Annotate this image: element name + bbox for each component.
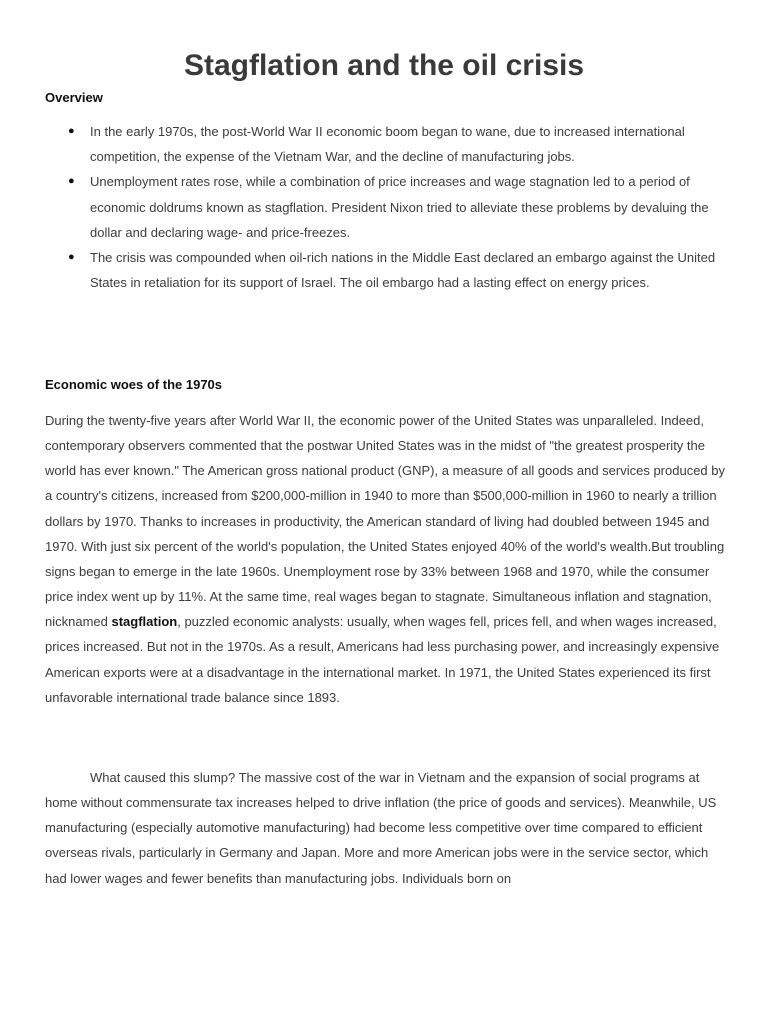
paragraph-text: , puzzled economic analysts: usually, when wages fell, prices fell, and when wages increased, prices increased. But not in the 1970s. As a result, Americans had less purchasing power, and increasingly expensive American exports were at a disadvantage in the international market. In 1971, the United States experienced its first unfavorable international trade balance since 1893. — [45, 614, 720, 705]
bullet-icon: ● — [68, 251, 75, 264]
overview-heading: Overview — [45, 90, 103, 105]
overview-bullet-list — [45, 119, 725, 295]
bullet-text: Unemployment rates rose, while a combination of price increases and wage stagnation led to a period of economic doldrums known as stagflation. President Nixon tried to alleviate these problems by devaluing the dollar and declaring wage- and price-freezes. — [90, 174, 709, 240]
bullet-icon: ● — [68, 175, 75, 188]
bullet-icon: ● — [68, 125, 75, 137]
body-paragraph — [45, 408, 725, 710]
paragraph-text: During the twenty-five years after World War II, the economic power of the United States was unparalleled. Indeed, contemporary observers commented that the postwar United States was in the midst of "the greatest prosperity the world has ever known." The American gross national product (GNP), a measure of all goods and services produced by a country's citizens, increased from $200,000-million in 1940 to more than $500,000-million in 1960 to nearly a trillion dollars by 1970. Thanks to increases in productivity, the American standard of living had doubled between 1945 and 1970. With just six percent of the world's population, the United States enjoyed 40% of the world's wealth.But troubling signs began to emerge in the late 1960s. Unemployment rose by 33% between 1968 and 1970, while the consumer price index went up by 11%. At the same time, real wages began to stagnate. Simultaneous inflation and stagnation, nicknamed — [45, 413, 725, 630]
list-item — [45, 245, 725, 295]
bullet-text: In the early 1970s, the post-World War II economic boom began to wane, due to increased international competition, the expense of the Vietnam War, and the decline of manufacturing jobs. — [90, 124, 685, 165]
bullet-text: The crisis was compounded when oil-rich nations in the Middle East declared an embargo against the United States in retaliation for its support of Israel. The oil embargo had a lasting effect on energy prices. — [90, 250, 716, 291]
page-title: Stagflation and the oil crisis — [183, 49, 585, 82]
body-paragraph: What caused this slump? The massive cost of the war in Vietnam and the expansion of social programs at home without commensurate tax increases helped to drive inflation (the price of goods and services). Meanwhile, US manufacturing (especially automotive manufacturing) had become less competitive over time compared to efficient overseas rivals, particularly in Germany and Japan. More and more American jobs were in the service sector, which had lower wages and fewer benefits than manufacturing jobs. Individuals born on — [45, 770, 717, 886]
list-item — [45, 119, 725, 169]
economic-woes-heading: Economic woes of the 1970s — [45, 377, 223, 392]
bold-term: stagflation — [111, 614, 178, 630]
list-item — [45, 169, 725, 245]
